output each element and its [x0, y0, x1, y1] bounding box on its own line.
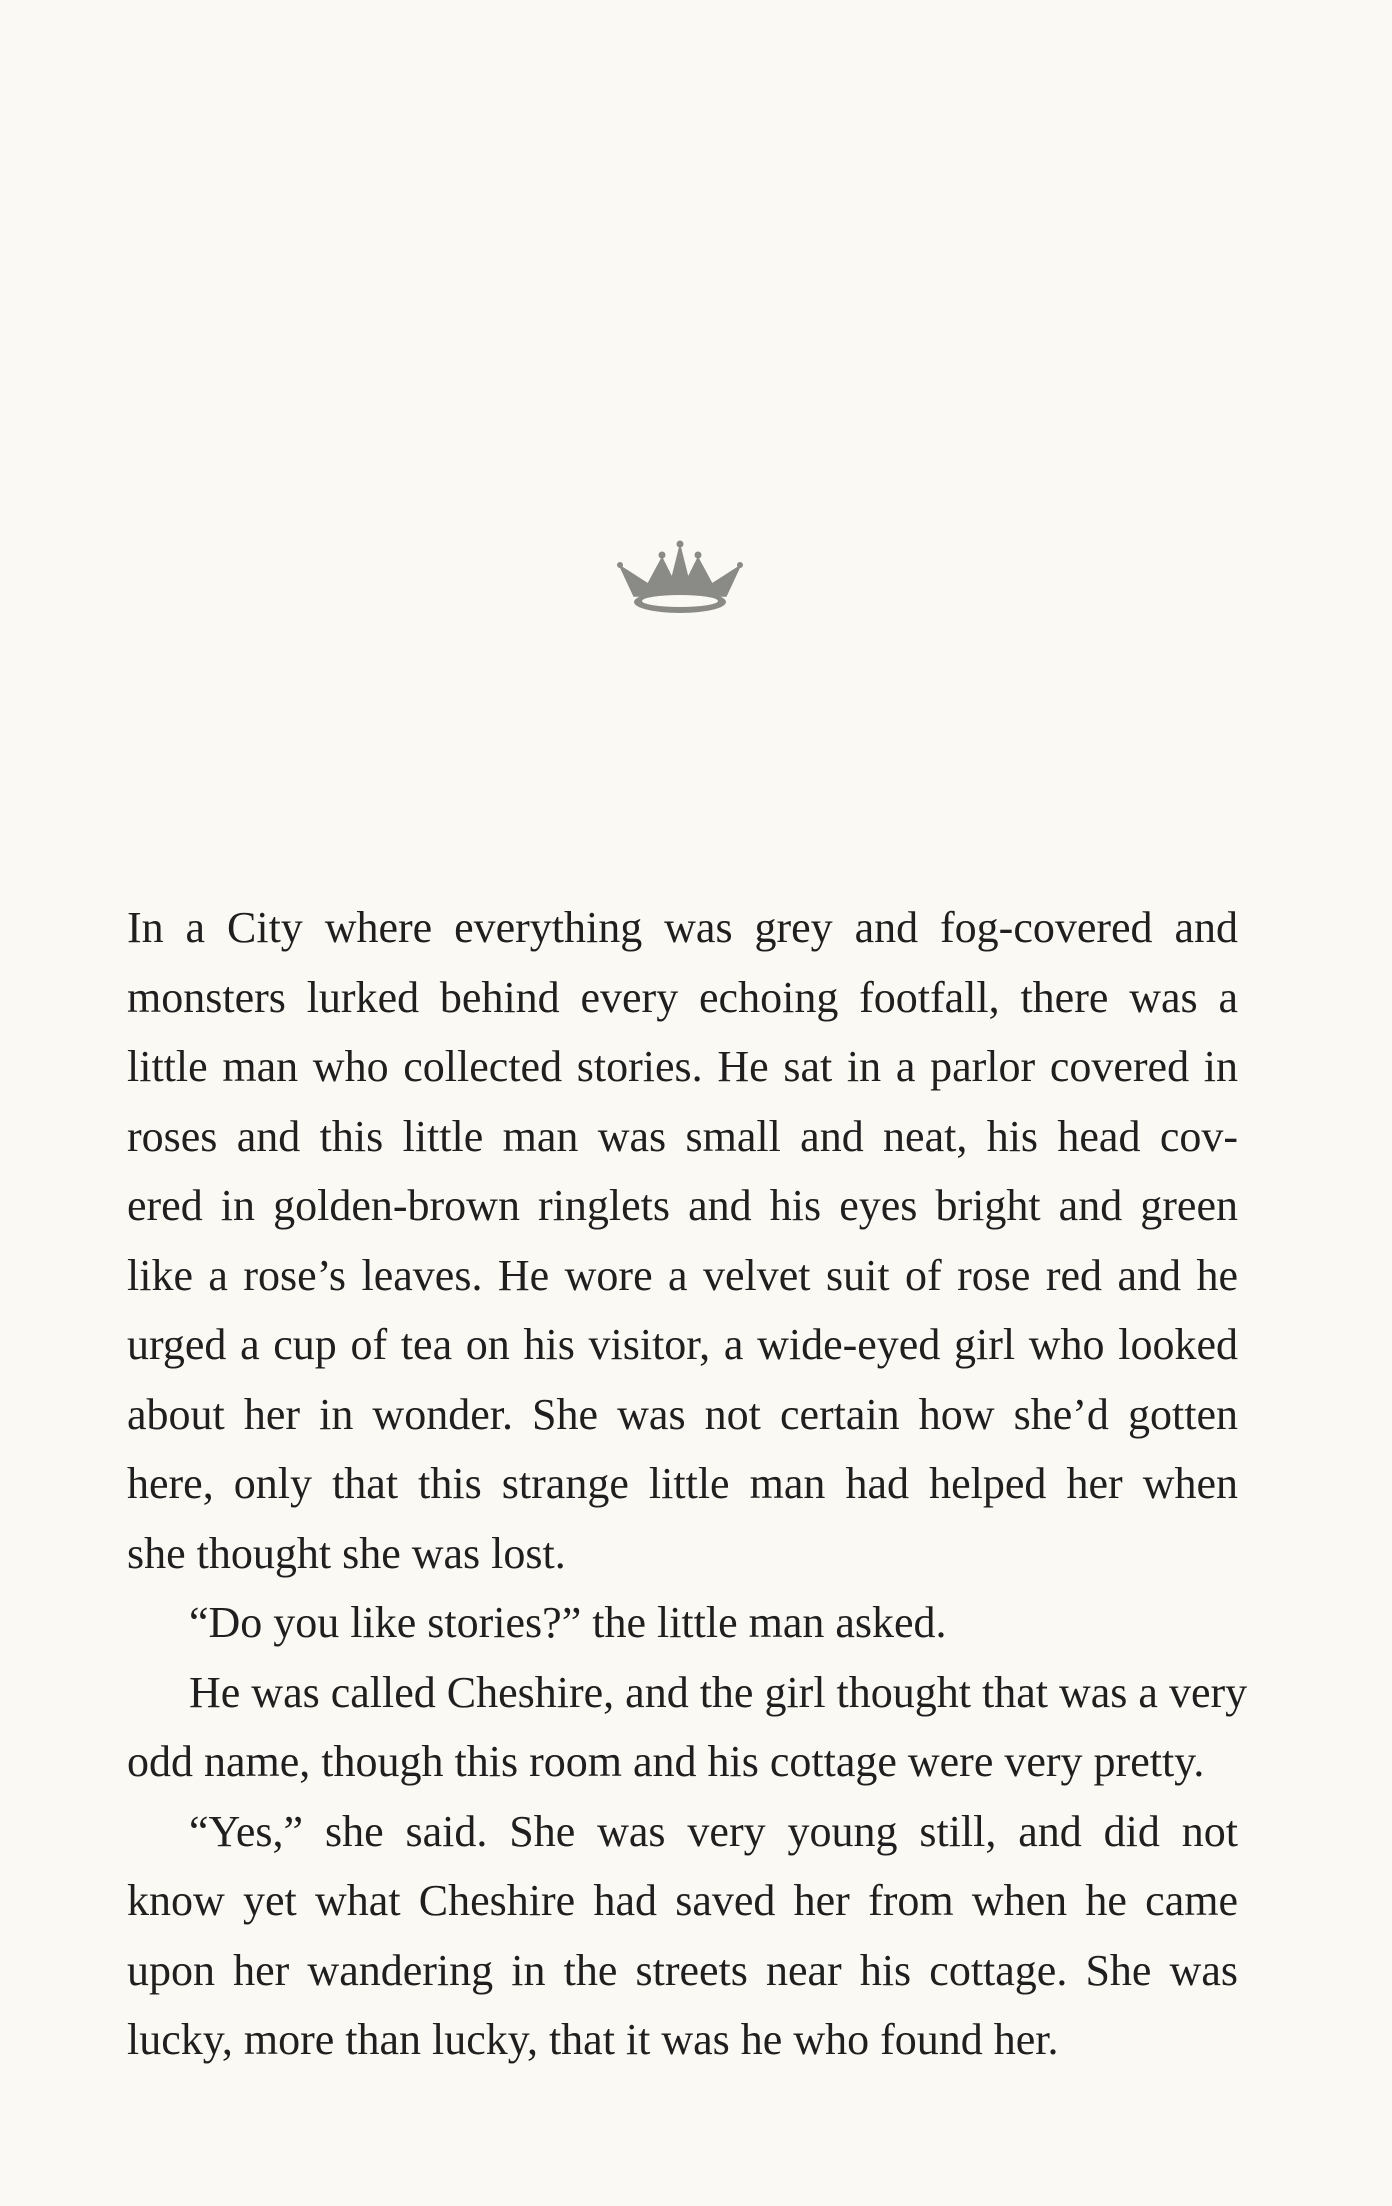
text-line: monsters lurked behind every echoing footfall, there was a [127, 972, 1238, 1022]
text-line: In a City where everything was grey and fog-covered and [127, 903, 1238, 952]
text-line: ered in golden-brown ringlets and his eyes bright and green [127, 1181, 1238, 1230]
text-line: like a rose’s leaves. He wore a velvet suit of rose red and he [127, 1250, 1238, 1300]
text-line: little man who collected stories. He sat in a parlor covered in [127, 1042, 1238, 1091]
text-line: urged a cup of tea on his visitor, a wide-eyed girl who looked [127, 1320, 1238, 1369]
text-line: upon her wandering in the streets near his cottage. She was [127, 1945, 1238, 1995]
text-line: “Yes,” she said. She was very young still, and did not [189, 1806, 1238, 1856]
text-line: here, only that this strange little man had helped her when [127, 1459, 1238, 1508]
text-line: odd name, though this room and his cottage were very pretty. [127, 1737, 1205, 1786]
text-line: know yet what Cheshire had saved her from when he came [127, 1876, 1238, 1925]
text-line: roses and this little man was small and neat, his head cov- [127, 1111, 1238, 1161]
text-line: about her in wonder. She was not certain how she’d gotten [127, 1389, 1238, 1439]
text-line: she thought she was lost. [127, 1528, 566, 1578]
body-text [127, 893, 1248, 2075]
text-line: He was called Cheshire, and the girl thought that was a very [189, 1667, 1248, 1717]
crown-icon [614, 538, 746, 618]
text-line: “Do you like stories?” the little man asked. [189, 1598, 947, 1647]
text-line: lucky, more than lucky, that it was he who found her. [127, 2015, 1059, 2064]
